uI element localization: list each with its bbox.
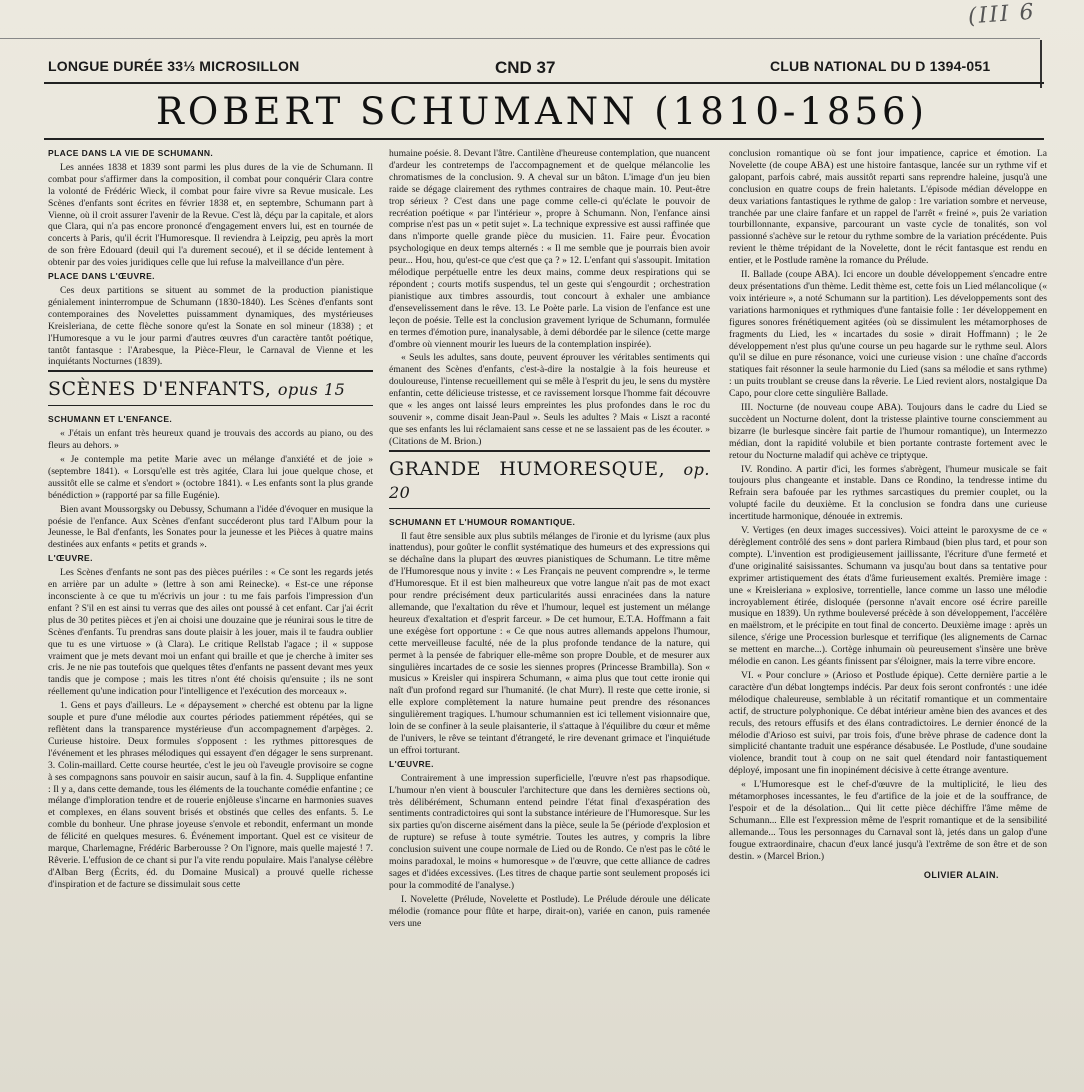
column-3 bbox=[729, 148, 1047, 1068]
paragraph: VI. « Pour conclure » (Arioso et Postlude épique). Cette dernière partie a le caractère d'un débat longtemps indécis. Par deux fois seront confrontés : une idée mélodique chaleureuse, semblable à un récitatif romantique et un commentaire actif, de structure polyphonique. Ce débat intérieur amène bien des avances et des reculs, des retours effusifs et des élans contradictoires. Le dernier énoncé de la mélodie d'Arioso est suivi, par trois fois, d'une brève phrase de cadence dont la simplicité chantante traduit une espérance désabusée. Le Postlude, d'une soudaine violence, brandit tout à coup on ne sait quel étendard noir fantastiquement déployé, imposant une fin inopinément décisive à cette étrange aventure. bbox=[729, 669, 1047, 777]
paragraph: Les Scènes d'enfants ne sont pas des pièces puériles : « Ce sont les regards jetés en arrière par un adulte » (lettre à son ami Reinecke). « Est-ce une réponse inconsciente à ce que tu m'écrivis un jour : tu me fais parfois l'impression d'un enfant ? S'il en est ainsi tu verras que des ailes ont poussé à cet enfant. Car j'ai écrit plus de 30 petites pièces et j'en ai choisi une douzaine que je réunirai sous le titre de Scènes d'enfants. Tu prendras sans doute plaisir à les jouer, mais il te faudra oublier que tu es une virtuose » (à Clara). Le critique Rellstab l'agace ; il « suppose vraiment que je mets devant moi un enfant qui braille et que je cherche à imiter ses cris. Je ne nie pas toutefois que quelques têtes d'enfants ne passent devant mes yeux tandis que je compose ; mais les titres n'ont été choisis qu'ensuite ; ils ne sont réellement qu'une indication pour l'intelligence et l'exécution des morceaux ». bbox=[48, 567, 373, 698]
handwritten-note: (III 6 bbox=[967, 0, 1037, 30]
paragraph: III. Nocturne (de nouveau coupe ABA). Toujours dans le cadre du Lied se succèdent un Nocturne dolent, dont la tristesse plaintive tourne consciemment au bizarre (le burlesque sincère fait partie de l'humour romantique), un Intermezzo médian, dont la rapidité volubile et bien portante contraste fortement avec le retour du Nocturne maladif qui achève ce triptyque. bbox=[729, 402, 1047, 461]
column-1 bbox=[48, 148, 373, 1068]
edge-mark bbox=[1040, 40, 1042, 88]
paragraph: 1. Gens et pays d'ailleurs. Le « dépaysement » cherché est obtenu par la ligne souple et pure d'une mélodie aux courtes périodes patiemment répétées, qui se reflètent dans la transparence mystérieuse d'un accompagnement d'arpèges. 2. Curieuse histoire. Deux formules s'opposent : les rythmes pittoresques de l'événement et les phrases mélodiques qui essayent d'en dégager le sens surprenant. 3. Colin-maillard. Cette course heurtée, c'est le jeu où l'aveugle provisoire se cogne à ses compagnons sans pouvoir en saisir aucun, sauf à la fin. 4. Supplique enfantine : Il y a, dans cette demande, tous les éléments de la touchante comédie enfantine ; ce mélange d'imploration tendre et de rouerie enjôleuse s'incarne en harmonies suaves et complexes, en élans souvent brisés et obstinés que celles des enfants. 5. Le comble du bonheur. Une phrase joyeuse s'envole et rebondit, enfermant un monde de félicité en quelques mesures. 6. Événement important. Quel est ce visiteur de marque, Charlemagne, Frédéric Barberousse ? On l'ignore, mais quelle majesté ! 7. Rêverie. L'effusion de ce chant si pur l'a vite rendu populaire. Mais l'analyse célèbre d'Alban Berg (Écrits, éd. du Domaine Musical) a prouvé quelle richesse d'inspiration et de facture se dissimulait sous cette bbox=[48, 700, 373, 890]
section-heading: SCHUMANN ET L'HUMOUR ROMANTIQUE. bbox=[389, 516, 576, 527]
paragraph: Les années 1838 et 1839 sont parmi les plus dures de la vie de Schumann. Il combat pour s'affirmer dans la composition, il combat pour conquérir Clara contre la volonté de Frédéric Wieck, il combat pour faire vivre sa Revue musicale. Les Scènes d'enfants sont écrites en février 1838 et, en septembre, Schumann part à Vienne, où il croit assurer l'avenir de la Revue. C'est là, déçu par la capitale, et alors que Clara, qui n'a pas encore prononcé d'engagement envers lui, est en tournée de concerts à Paris, qu'il écrit l'Humoresque. Il reviendra à Leipzig, peu après la mort de son frère Edouard (deuil qui l'a durement secoué), et il se décide lentement à obtenir par des voies juridiques celle que lui refuse la malveillance d'un père. bbox=[48, 161, 373, 269]
paragraph: IV. Rondino. A partir d'ici, les formes s'abrègent, l'humeur musicale se fait toujours plus changeante et instable. Dans ce Rondino, la tendresse intime du Refrain sera bafouée par les rythmes sarcastiques du premier couplet, ou la volupté facile du deuxième. Et la conclusion se fondra dans une curieuse incertitude harmonique, dénouée in extremis. bbox=[729, 463, 1047, 523]
work-opus: opus 15 bbox=[277, 380, 346, 400]
column-2 bbox=[389, 148, 710, 1068]
section-heading: SCHUMANN ET L'ENFANCE. bbox=[48, 414, 173, 425]
paragraph: V. Vertiges (en deux images successives). Voici atteint le paroxysme de ce « dérèglement contrôlé des sens » dont parlera Rimbaud (bien plus tard, et pour son compte). L'invention est prodigieusement jaillissante, l'écriture d'une fermeté et d'une originalité saisissantes. Schumann va jusqu'au bout dans sa tentative pour exprimer artistiquement des états d'âme furieusement exaltés. Première image : une « Kreisleriana » explosive, torrentielle, lance comme un lasso une mélodie incroyablement étirée, disloquée (personne n'avait encore osé écrire pareille musique en 1839). Un rythme bouleversé précède à son développement, l'accélère en maëlstrom, et le précipite en tout final de concerto. Deuxième image : après un silence, s'érige une Procession burlesque et terrifique (les alignements de Carnac se mettent en marche...). Cortège inhumain où peureusement s'insère une brève mélodie en canon. Les géants finissent par s'éloigner, mais la terre vibre encore. bbox=[729, 525, 1047, 668]
author-signature: OLIVIER ALAIN. bbox=[923, 870, 999, 881]
paragraph: Bien avant Moussorgsky ou Debussy, Schumann a l'idée d'évoquer en musique la poésie de l'enfance. Aux Scènes d'enfant succéderont plus tard l'Album pour la Jeunesse, le Bal d'enfants, les Sonates pour la jeunesse et les Pièces à quatre mains destinées aux enfants « petits et grands ». bbox=[48, 503, 373, 551]
header-rule bbox=[44, 82, 1044, 84]
page-title: ROBERT SCHUMANN (1810-1856) bbox=[156, 90, 928, 133]
catalog-number: CND 37 bbox=[495, 58, 556, 77]
label-name: CLUB NATIONAL DU D 1394-051 bbox=[770, 58, 991, 74]
paragraph: II. Ballade (coupe ABA). Ici encore un double développement s'encadre entre deux présentations d'un thème. Ledit thème est, cette fois un Lied mélancolique (« voix intérieure », a noté Schumann sur la partition). Les développements sont des variations harmoniques et rythmiques d'une fantaisie folle : 1er développement en figures sonores frénétiquement agitées (où se dissimulent les métamorphoses de fragments du Lied, les « incartades du sosie » dirait Hoffmann) ; le 2e développement n'est plus qu'une course un peu hagarde sur le rythme seul. Alors qu'il se dilue en pure résonance, voici une curieuse vision : une chaîne d'accords statiques fait résonner la seule harmonie du Lied (sans sa mélodie et sans rythme) : un puits troublant se creuse dans la rêverie. Le Lied revient alors, nostalgique Da Capo, pour clore cette singulière Ballade. bbox=[729, 269, 1047, 400]
title-rule bbox=[44, 138, 1044, 140]
work-title-text: SCÈNES D'ENFANTS, bbox=[48, 378, 272, 401]
work-title-grande-humoresque bbox=[389, 450, 710, 509]
paragraph: « L'Humoresque est le chef-d'œuvre de la multiplicité, le lieu des métamorphoses incessantes, le feu d'artifice de la joie et de la souffrance, de l'espoir et de la désolation... Qui lit cette pièce déchiffre l'âme même de Schumann... Elle est l'expression même de l'esprit romantique et de la sensibilité allemande... Tous les personnages du Carnaval sont là, jetés dans un galop d'une fougue extraordinaire, chacun d'eux lancé jusqu'à l'extrême de son être et de son destin. » (Marcel Brion.) bbox=[729, 779, 1047, 862]
work-title-scenes-d-enfants bbox=[48, 370, 373, 406]
section-heading: PLACE DANS L'ŒUVRE. bbox=[48, 271, 155, 282]
paragraph: I. Novelette (Prélude, Novelette et Postlude). Le Prélude déroule une délicate mélodie (romance pour flûte et harpe, dirait-on), variée en canon, puis ramenée vers une bbox=[389, 893, 710, 929]
section-heading: L'ŒUVRE. bbox=[48, 553, 93, 564]
paragraph: « Seuls les adultes, sans doute, peuvent éprouver les véritables sentiments qui émanent des Scènes d'enfants, c'est-à-dire la nostalgie à la fois heureuse et douloureuse, l'intense recueillement qui se mêle à l'esprit du jeu, le sens du mystère enfantin, cette délicieuse tristesse, et ce ravissement lorsque l'homme fait découvre que « les anges ont laissé leurs empreintes les plus profondes dans le roc du souvenir », comme disait Jean-Paul ». Seuls les adultes ? Mais « Liszt a raconté que ses enfants les lui réclamaient sans cesse et ne se lassaient pas de les écouter. » (Citations de M. Brion.) bbox=[389, 352, 710, 447]
section-heading: PLACE DANS LA VIE DE SCHUMANN. bbox=[48, 148, 214, 158]
paragraph: « J'étais un enfant très heureux quand je trouvais des accords au piano, ou des fleurs au dehors. » bbox=[48, 428, 373, 452]
paragraph: Ces deux partitions se situent au sommet de la production pianistique génialement ininterrompue de Schumann (1830-1840). Les Scènes d'enfants sont contemporaines des Novelettes puissamment dynamiques, des mystérieuses Kreisleriana, de cette flèche sonore qu'est la Sonate en sol mineur (1838) ; et l'Humoresque a vu le jour parmi d'autres œuvres d'un caractère tantôt poétique, tantôt fantasque : l'Arabesque, la Pièce-Fleur, le Carnaval de Vienne et les inquiétants Nocturnes (1839). bbox=[48, 284, 373, 368]
work-title-text: GRANDE HUMORESQUE, bbox=[389, 457, 666, 480]
section-heading: L'ŒUVRE. bbox=[389, 758, 434, 769]
top-rule bbox=[0, 38, 1040, 39]
paragraph: humaine poésie. 8. Devant l'âtre. Cantilène d'heureuse contemplation, que nuancent d'ardeur les contretemps de l'accompagnement et de quelque mélancolie les chromatismes de la conclusion. 9. A cheval sur un bâton. L'image d'un jeu bien raide se dégage clairement des rythmes contraires de chaque main. 10. Peut-être trop sérieux ? C'est dans une page comme celle-ci qu'éclate le pouvoir de recréation poétique « par l'intérieur », propre à Schumann. Non, l'enfance ainsi comprise n'est pas un « petit sujet ». La technique expressive est aussi raffinée que dans n'importe quelle grande pièce du musicien. 11. Faire peur. Évocation psychologique en deux temps alternés : « Il me semble que je pourrais bien avoir peur... Hou, hou, qu'est-ce que c'est que ça ? » 12. L'enfant qui s'assoupit. Imitation mélodique perpétuelle entre les deux mains, comme deux respirations qui se répondent ; courts motifs suspendus, tel un geste qui s'engourdit ; orchestration pianistique aux timbres assourdis, tout concourt à exhaler une ambiance d'ensevelissement dans le rêve. 13. Le Poète parle. La vision de l'enfance est une leçon de poésie. Telle est la conclusion gravement lyrique de Schumann, formulée en termes d'émotion pure, inanalysable, à demi débordée par le silence (cette marge d'ombre où viennent mourir les lueurs de la contemplation inspirée). bbox=[389, 148, 710, 350]
work-opus: op. 20 bbox=[389, 459, 710, 502]
format-label: LONGUE DURÉE 33⅓ MICROSILLON bbox=[48, 58, 300, 74]
paragraph: Il faut être sensible aux plus subtils mélanges de l'ironie et du lyrisme (aux plus inattendus), pour goûter le conflit systématique des humeurs et des expressions qui se déchaîne dans la plupart des œuvres pianistiques de Schumann. Le titre même de l'Humoresque nous y invite : « Les Français ne peuvent comprendre », le terme d'Humoresque. Et il est bien malheureux que votre langue n'ait pas de mot exact pour rendre précisément deux particularités aussi enracinées dans la nature allemande, que l'exaltation du rêve et l'humour, lequel est justement un mélange heureux d'exaltation et d'esprit farceur. » De cet humour, E.T.A. Hoffmann a fait une exégèse fort opportune : « Ce que nous autres allemands appelons l'humour, cette merveilleuse faculté, née de la plus profonde tendance de la nature, qui permet à la pensée de fabriquer elle-même son propre Double, et de mesurer aux singulières incartades de ce sosie les siennes propres (Princesse Brambilla). Son « musicus » Kreisler qui inspirera Schumann, « aima plus que tout cette ironie qui naît d'un profond regard sur l'humanité. (le chat Murr). Il reste que cette ironie, si elle explore complètement la nature humaine peut prendre des résonances singulièrement tragiques. L'humour schumannien est ici tellement visionnaire que, loin de se confiner à la seule plaisanterie, il s'attaque à l'équilibre du cœur et même de l'univers, le rêve se teintant d'étrangeté, le rire devenant grimace et l'inquiétude un effroi torturant. bbox=[389, 530, 710, 756]
paragraph: conclusion romantique où se font jour impatience, caprice et émotion. La Novelette (de coupe ABA) est une histoire fantasque, lancée sur un rythme vif et galopant, parfois cabré, mais aussitôt reparti sans reprendre haleine, jusqu'à une conclusion en quatre coups de frein haletants. L'épisode médian développe en deux variations fantastiques le rythme de galop : 1re variation sombre et nerveuse, tranchée par une claire fanfare et un rappel de l'arrêt « freiné », puis 2e variation tourbillonnante, expansive, parcourant un vaste cycle de tonalités, son vol passionné s'achève sur le retour du rythme sombre de la variation précédente. Puis revient le thème trépidant de la Novelette, dont le récit fantasque est rendu en entier, et le Postlude ramène la romance du Prélude. bbox=[729, 148, 1047, 267]
paragraph: « Je contemple ma petite Marie avec un mélange d'anxiété et de joie » (septembre 1841). « Lorsqu'elle est très agitée, Clara lui joue quelque chose, et aussitôt elle se calme et s'endort » (octobre 1841). « Les enfants sont la plus grande bénédiction » (rapporté par sa fille Eugénie). bbox=[48, 454, 373, 501]
paragraph: Contrairement à une impression superficielle, l'œuvre n'est pas rhapsodique. L'humour n'en vient à bousculer l'architecture que dans les dernières sections où, très délibérément, Schumann entend peindre l'état final d'exaspération des sentiments contradictoires qui sont la substance intérieure de l'Humoresque. Sur les six parties qu'on discerne aisément dans la pièce, seule la 5e (période d'explosion et de rupture) se refuse à toute symétrie. Toutes les autres, y compris la libre conclusion suivent une coupe normale de Lied ou de Rondo. Ce n'est pas le côté le moins paradoxal, le moins « humoresque » de l'œuvre, que cette alliance de cadres sages et d'idées excessives. (Les titres de chaque partie sont seulement proposés ici pour la commodité de l'analyse.) bbox=[389, 772, 710, 891]
